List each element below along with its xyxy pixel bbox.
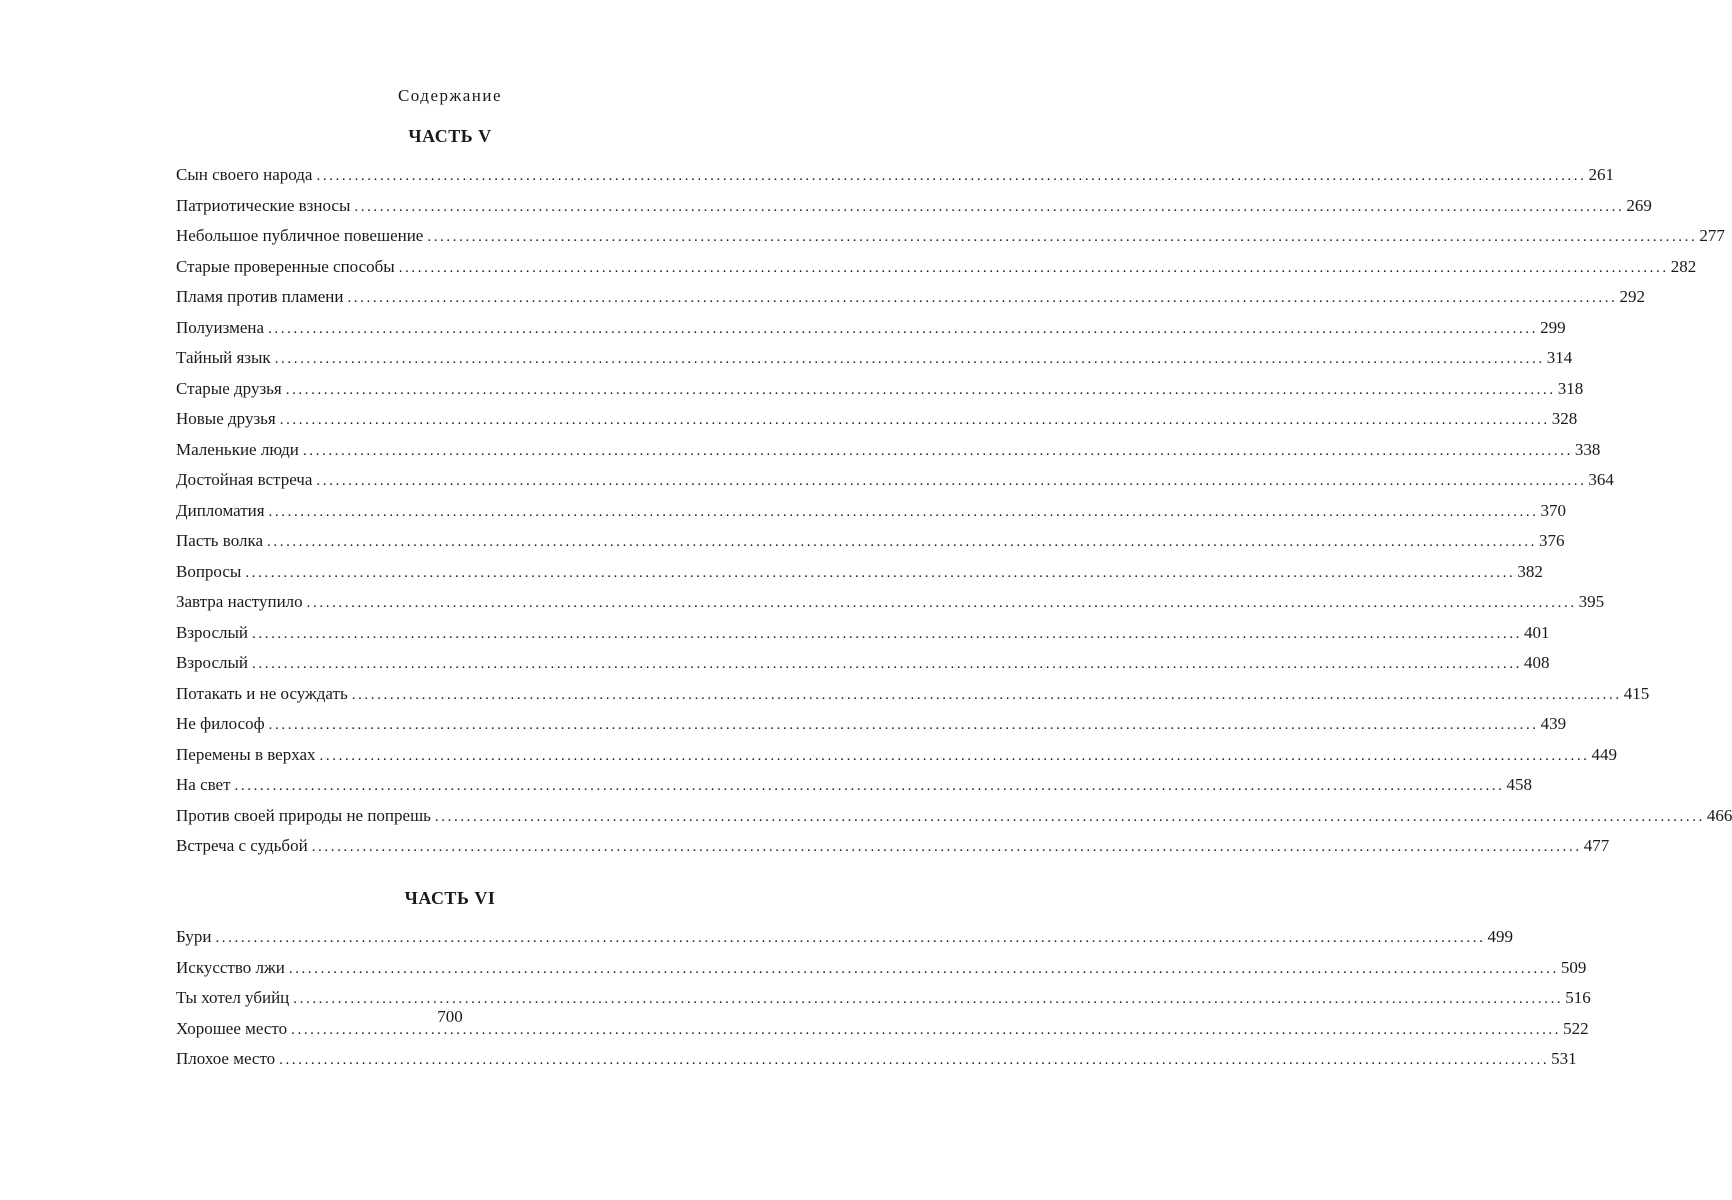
toc-list-part-5 — [176, 160, 1732, 862]
toc-entry-title: Полуизмена — [176, 317, 265, 337]
dot-leader: ........................................................................................................................................................................................................ — [311, 839, 1582, 855]
toc-entry — [176, 191, 1652, 222]
dot-leader: ........................................................................................................................................................................................................ — [316, 473, 1587, 489]
dot-leader: ........................................................................................................................................................................................................ — [427, 229, 1698, 245]
toc-entry-page-number: 516 — [1565, 988, 1591, 1007]
toc-entry-title: Хорошее место — [176, 1018, 288, 1038]
dot-leader: ........................................................................................................................................................................................................ — [288, 960, 1559, 977]
toc-entry — [176, 252, 1697, 283]
toc-entry — [176, 648, 1550, 679]
dot-leader: ........................................................................................................................................................................................................ — [279, 1052, 1550, 1068]
toc-entry-page-number: 261 — [1588, 165, 1614, 184]
dot-leader: ........................................................................................................................................................................................................ — [316, 168, 1587, 184]
toc-entry-title: Бури — [176, 927, 212, 946]
dot-leader: ........................................................................................................................................................................................................ — [267, 534, 1538, 550]
toc-entry-page-number: 376 — [1539, 531, 1565, 550]
toc-entry-page-number: 449 — [1591, 744, 1618, 764]
dot-leader: ........................................................................................................................................................................................................ — [351, 686, 1622, 703]
toc-entry — [176, 160, 1614, 191]
dot-leader: ........................................................................................................................................................................................................ — [293, 991, 1564, 1007]
dot-leader: ........................................................................................................................................................................................................ — [268, 717, 1539, 733]
toc-entry-title: Взрослый — [176, 622, 249, 642]
toc-entry-title: Потакать и не осуждать — [176, 683, 348, 703]
dot-leader: ........................................................................................................................................................................................................ — [279, 412, 1550, 428]
toc-entry-title: Против своей природы не попрешь — [176, 805, 431, 825]
dot-leader: ........................................................................................................................................................................................................ — [302, 442, 1573, 459]
toc-entry-title: Перемены в верхах — [176, 744, 316, 764]
toc-entry-page-number: 401 — [1524, 622, 1550, 642]
toc-entry-title: Дипломатия — [176, 500, 265, 520]
toc-entry-page-number: 408 — [1524, 653, 1550, 672]
dot-leader: ........................................................................................................................................................................................................ — [268, 503, 1539, 520]
page-number: 700 — [437, 1007, 463, 1026]
toc-entry-page-number: 382 — [1517, 561, 1543, 581]
toc-entry-title: Новые друзья — [176, 409, 276, 428]
toc-entry — [176, 313, 1566, 344]
dot-leader: ........................................................................................................................................................................................................ — [245, 564, 1516, 581]
toc-entry-title: Пасть волка — [176, 531, 264, 550]
toc-entry-title: Не философ — [176, 714, 265, 733]
toc-entry — [176, 709, 1567, 740]
toc-entry-page-number: 318 — [1557, 378, 1584, 398]
toc-entry — [176, 374, 1584, 405]
running-head: Содержание — [397, 86, 503, 105]
toc-entry-page-number: 439 — [1540, 714, 1567, 733]
dot-leader: ........................................................................................................................................................................................................ — [215, 930, 1486, 946]
toc-entry-page-number: 466 — [1706, 805, 1732, 825]
toc-entry — [176, 465, 1614, 496]
dot-leader: ........................................................................................................................................................................................................ — [252, 625, 1523, 642]
toc-entry — [176, 557, 1543, 588]
toc-entry-title: Сын своего народа — [176, 165, 313, 184]
toc-entry-page-number: 364 — [1588, 470, 1614, 489]
toc-entry-title: Завтра наступило — [176, 592, 303, 611]
toc-entry — [176, 435, 1601, 466]
toc-entry-page-number: 522 — [1563, 1018, 1589, 1038]
dot-leader: ........................................................................................................................................................................................................ — [234, 778, 1505, 794]
toc-entry — [176, 587, 1605, 618]
toc-entry — [176, 343, 1573, 374]
toc-entry-title: Вопросы — [176, 561, 242, 581]
toc-entry-title: Старые проверенные способы — [176, 256, 395, 276]
toc-entry-page-number: 415 — [1623, 683, 1650, 703]
toc-entry — [176, 282, 1645, 313]
toc-entry — [176, 831, 1610, 862]
toc-entry — [176, 740, 1618, 771]
toc-entry-page-number: 292 — [1619, 287, 1645, 306]
toc-entry-page-number: 499 — [1487, 927, 1513, 946]
dot-leader: ........................................................................................................................................................................................................ — [252, 656, 1523, 672]
toc-entry-title: Небольшое публичное повешение — [176, 226, 424, 245]
toc-entry-page-number: 338 — [1574, 439, 1601, 459]
toc-entry — [176, 679, 1650, 710]
toc-entry-title: На свет — [176, 775, 231, 794]
toc-entry — [176, 221, 1725, 252]
toc-entry-page-number: 277 — [1699, 226, 1725, 245]
toc-entry-page-number: 458 — [1506, 775, 1533, 794]
toc-entry-page-number: 509 — [1560, 957, 1587, 977]
toc-entry — [176, 922, 1513, 953]
toc-entry — [176, 404, 1578, 435]
toc-entry-title: Маленькие люди — [176, 439, 299, 459]
part-5-title: ЧАСТЬ V — [408, 126, 492, 146]
toc-entry-page-number: 395 — [1578, 592, 1605, 611]
toc-entry-title: Патриотические взносы — [176, 195, 351, 215]
toc-entry — [176, 953, 1587, 984]
dot-leader: ........................................................................................................................................................................................................ — [274, 351, 1545, 367]
toc-entry-page-number: 531 — [1551, 1049, 1577, 1068]
toc-entry — [176, 1044, 1577, 1075]
toc-entry-title: Ты хотел убийц — [176, 988, 290, 1007]
dot-leader: ........................................................................................................................................................................................................ — [291, 1021, 1562, 1038]
toc-entry — [176, 618, 1550, 649]
toc-entry-title: Пламя против пламени — [176, 287, 344, 306]
dot-leader: ........................................................................................................................................................................................................ — [268, 320, 1539, 337]
toc-entry-title: Искусство лжи — [176, 957, 285, 977]
toc-entry-page-number: 370 — [1540, 500, 1567, 520]
toc-entry-page-number: 299 — [1540, 317, 1566, 337]
toc-entry — [176, 496, 1567, 527]
toc-entry — [176, 526, 1565, 557]
toc-entry-title: Тайный язык — [176, 348, 271, 367]
dot-leader: ........................................................................................................................................................................................................ — [319, 747, 1590, 764]
toc-entry-title: Взрослый — [176, 653, 249, 672]
toc-entry-title: Старые друзья — [176, 378, 282, 398]
toc-entry-title: Встреча с судьбой — [176, 836, 308, 855]
toc-entry-title: Плохое место — [176, 1049, 276, 1068]
dot-leader: ........................................................................................................................................................................................................ — [285, 381, 1556, 398]
toc-list-part-6 — [176, 922, 1591, 1075]
toc-entry-page-number: 282 — [1670, 256, 1697, 276]
toc-entry-title: Достойная встреча — [176, 470, 313, 489]
dot-leader: ........................................................................................................................................................................................................ — [434, 808, 1705, 825]
toc-entry — [176, 770, 1533, 801]
dot-leader: ........................................................................................................................................................................................................ — [354, 198, 1625, 215]
toc-entry-page-number: 269 — [1626, 195, 1652, 215]
toc-entry — [176, 801, 1732, 832]
dot-leader: ........................................................................................................................................................................................................ — [347, 290, 1618, 306]
dot-leader: ........................................................................................................................................................................................................ — [398, 259, 1669, 276]
toc-entry-page-number: 328 — [1551, 409, 1578, 428]
toc-entry-page-number: 314 — [1546, 348, 1573, 367]
part-6-title: ЧАСТЬ VI — [404, 888, 496, 908]
dot-leader: ........................................................................................................................................................................................................ — [306, 595, 1577, 611]
toc-entry-page-number: 477 — [1583, 836, 1610, 855]
